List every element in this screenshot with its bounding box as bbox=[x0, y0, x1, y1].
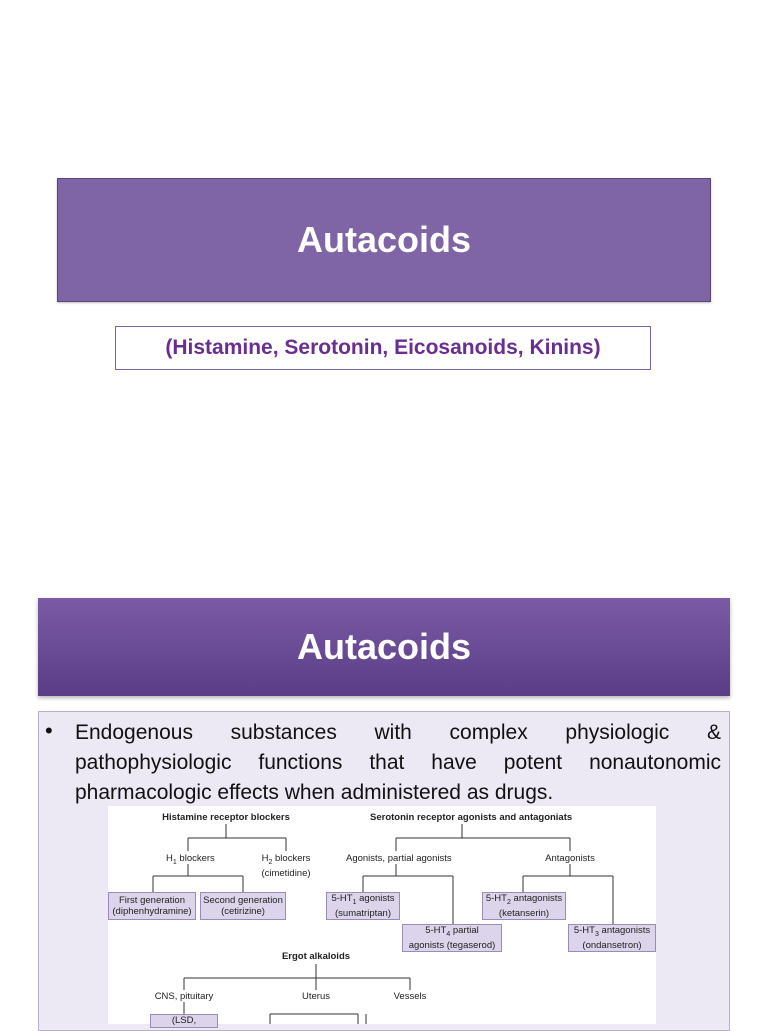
agonists-label: Agonists, partial agonists bbox=[346, 853, 452, 864]
bullet-marker: • bbox=[45, 718, 53, 743]
h2-blockers: $H_2$ blockers (cimetidine) bbox=[261, 853, 311, 879]
bullet-text: Endogenous substances with complex physiologic & pathophysiologic functions that have potent nonautonomic pharmacologic effects when administered as drugs. bbox=[75, 721, 721, 804]
lsd-box: (LSD, bbox=[150, 1014, 218, 1028]
histamine-header: Histamine receptor blockers bbox=[162, 812, 290, 823]
antagonists-label: Antagonists bbox=[545, 853, 595, 864]
ht1-agonists-box: $5-HT_1$ agonists (sumatriptan) bbox=[326, 892, 400, 920]
serotonin-header: Serotonin receptor agonists and antagoniats bbox=[370, 812, 573, 823]
ergot-header: Ergot alkaloids bbox=[281, 951, 351, 962]
slide1-title: Autacoids bbox=[57, 178, 711, 302]
first-generation-box: First generation (diphenhydramine) bbox=[108, 892, 196, 920]
h1-blockers: $H_1$ blockers bbox=[166, 853, 215, 866]
drug-classification-diagram bbox=[108, 806, 656, 1024]
vessels-label: Vessels bbox=[393, 991, 427, 1002]
slide1-subtitle: (Histamine, Serotonin, Eicosanoids, Kinins) bbox=[115, 326, 651, 370]
ht2-antagonists-box: $5-HT_2$ antagonists (ketanserin) bbox=[482, 892, 566, 920]
ht4-partial-agonists-box: $5-HT_4$ partial agonists (tegaserod) bbox=[402, 924, 502, 952]
second-generation-box: Second generation (cetirizine) bbox=[200, 892, 286, 920]
cns-pituitary-label: CNS, pituitary bbox=[154, 991, 214, 1002]
uterus-label: Uterus bbox=[302, 991, 330, 1002]
ht3-antagonists-box: $5-HT_3$ antagonists (ondansetron) bbox=[568, 924, 656, 952]
slide2-title: Autacoids bbox=[38, 598, 730, 696]
